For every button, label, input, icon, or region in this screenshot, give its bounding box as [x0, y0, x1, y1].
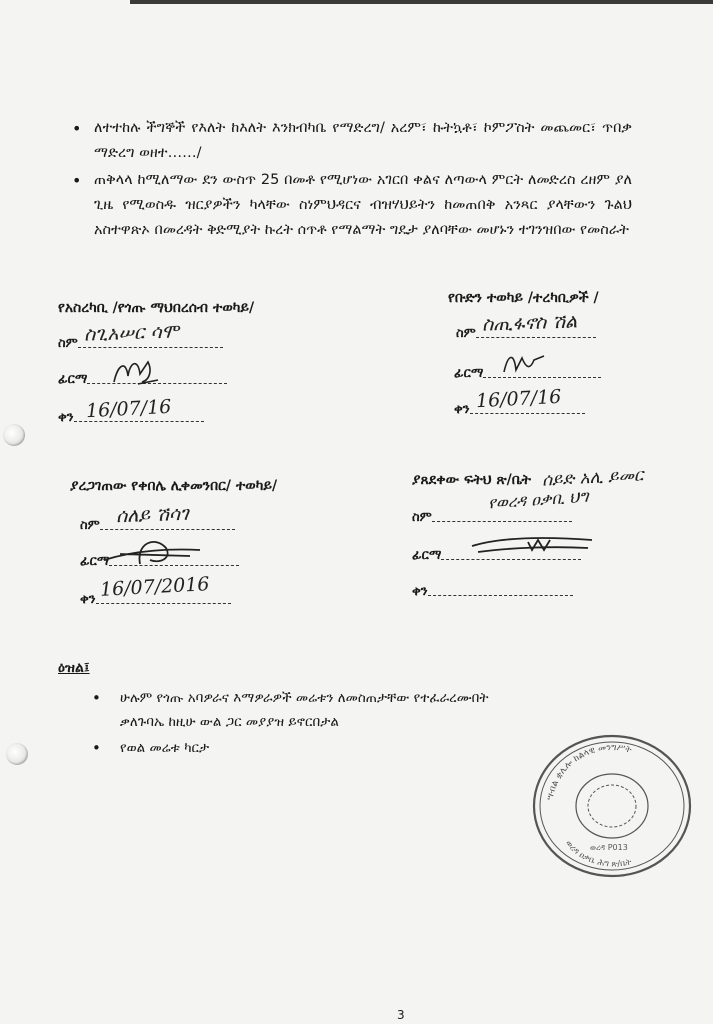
name-label: ስም [412, 510, 432, 525]
handwritten-name: ሰለይ ሽሳገ [115, 502, 190, 528]
obligation-item: • ጠቅላላ ከሚለማው ደን ውስጥ 25 በመቶ የሚሆነው አገርበ ቀልና ለጣውላ ምርት ለመድረስ ረዘም ያለ ጊዜ የሚወስዱ ዝርያዎችን ካላቸው ስነምህዳርና ብዝሃህይትን ከመጠበቅ አንጻር ያላቸውን ጉልህ አስተዋጽኦ በመረዳት ቅድሚያት ኩረት ሰጥቶ የማልማት ግዴታ ያለባቸው መሆኑን ተገንዝበው የመስራት [72, 168, 632, 243]
handwritten-date: 16/07/2016 [99, 573, 211, 601]
appendix-item: • የወል መሬቱ ካርታ [92, 736, 522, 760]
page-number: 3 [397, 1008, 405, 1022]
svg-text:ሣብል ቋሌሎ ከልላዊ መንግሥት: ሣብል ቋሌሎ ከልላዊ መንግሥት [545, 742, 633, 802]
appendix-item: • ሁሉም የጎጡ አባዎራና እማዎራዎች መሬቱን ለመስጠታቸው የተፈራረሙበት ቃለጉባኤ ከዚሁ ውል ጋር መያያዝ ይኖርበታል [92, 686, 522, 734]
page-top-edge [130, 0, 713, 4]
date-label: ቀን [80, 592, 96, 607]
official-seal-stamp [530, 730, 695, 880]
date-label: ቀን [412, 584, 428, 599]
date-dotted-line [428, 594, 573, 596]
handwritten-signature [468, 528, 598, 556]
signature-block-kebele [70, 478, 370, 608]
punch-hole-top [3, 424, 25, 446]
date-dotted-line [470, 412, 585, 414]
obligation-item: • ለተተከሉ ችግኞች የእለት ከእለት እንክብካቤ የማድረግ/ አረም፣ ኩትኳቶ፣ ኮምፖስት መጨመር፣ ጥበቃ ማድረግ ወዘተ……/ [72, 116, 632, 166]
punch-hole-bottom [6, 743, 28, 765]
name-label: ስም [58, 336, 78, 351]
name-dotted-line [100, 528, 235, 530]
handwritten-signature [100, 534, 210, 568]
signature-block-title: ያረጋገጠው የቀበሌ ሊቀመንበር/ ተወካይ/ [70, 478, 278, 494]
svg-text:ወረዳ ዐቃቤ ሕግ ጽ/ቤት: ወረዳ ዐቃቤ ሕግ ጽ/ቤት [563, 838, 633, 870]
signature-label: ፊርማ [412, 548, 442, 563]
handwritten-date: 16/07/16 [85, 395, 172, 423]
name-dotted-line [476, 336, 596, 338]
signature-label: ፊርማ [58, 372, 88, 387]
name-dotted-line [432, 520, 572, 522]
handwritten-name: ስጊአሠር ሳሞ [83, 320, 180, 346]
date-dotted-line [96, 602, 231, 604]
date-row [412, 584, 573, 599]
handwritten-signature [500, 348, 556, 378]
name-label: ስም [80, 518, 100, 533]
svg-text:ወረዳ P013: ወረዳ P013 [590, 843, 628, 852]
signature-block-justice [412, 465, 692, 599]
date-label: ቀን [454, 402, 470, 417]
handwritten-signature [108, 354, 168, 388]
name-dotted-line [78, 346, 223, 348]
appendix-list [92, 686, 522, 762]
signature-label: ፊርማ [454, 366, 484, 381]
date-label: ቀን [58, 410, 74, 425]
signature-dotted-line [441, 558, 581, 560]
signature-block-title: የአስረካቢ /የጎጡ ማህበረሰብ ተወካይ/ [58, 300, 255, 316]
handwritten-name: ስጢፋኖስ ሽል [481, 310, 578, 336]
signature-block-group [448, 290, 688, 420]
name-label: ስም [456, 326, 476, 341]
name-row [412, 510, 572, 525]
signature-block-title: የቡድን ተወካይ /ተረካቢዎች / [448, 290, 599, 306]
signature-block-recipient [58, 300, 358, 450]
handwritten-date: 16/07/16 [475, 385, 562, 413]
appendix-title: ዕዝል፤ [58, 660, 90, 676]
signature-label: ፊርማ [80, 554, 110, 569]
handwritten-name-line1: ሰይድ አሊ ይመር [541, 465, 644, 491]
obligations-list [72, 116, 632, 245]
signature-block-title: ያጸደቀው ፍትህ ጽ/ቤት [412, 472, 531, 488]
handwritten-name-line2: የወረዳ ዐቃቢ ህግ [487, 486, 590, 513]
